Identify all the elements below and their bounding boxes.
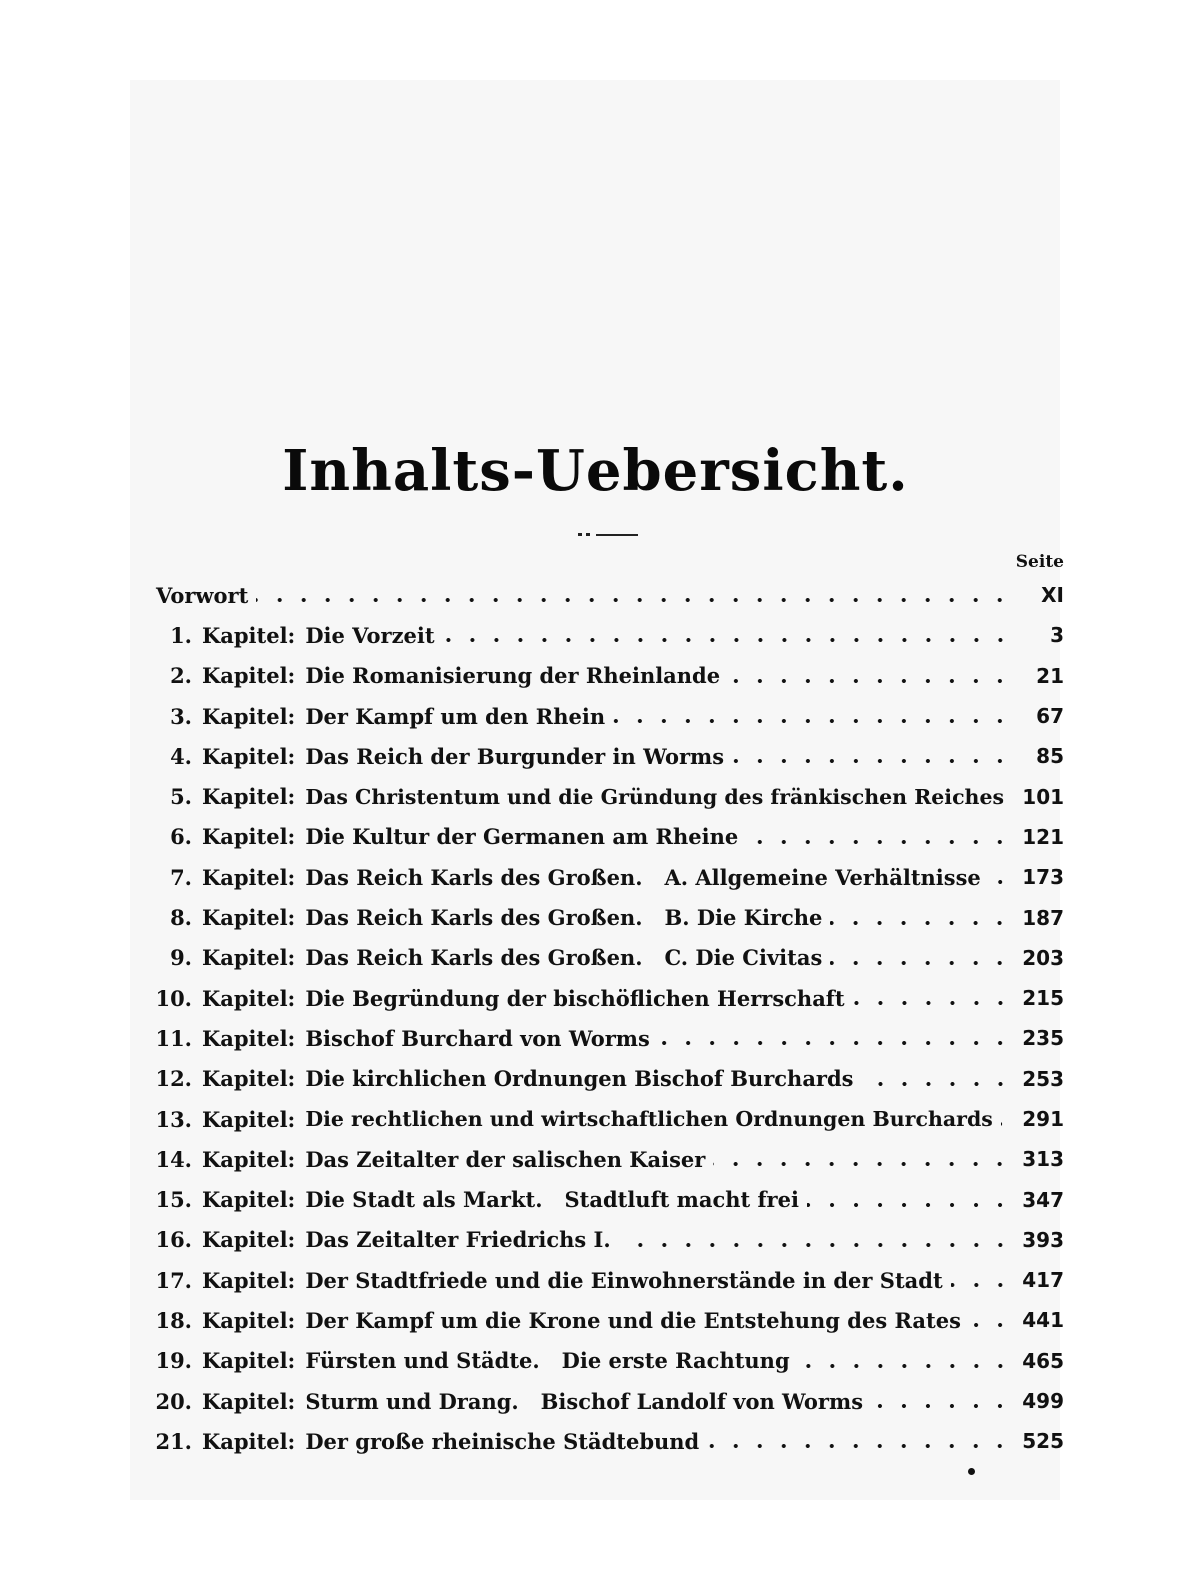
dot-leader [830,958,1012,968]
toc-page-number: 499 [1022,1389,1064,1414]
dot-leader [830,918,1012,928]
chapter-number: 6. [170,824,192,850]
toc-entry[interactable] [148,1341,1064,1381]
toc-page-number: 203 [1022,945,1064,970]
toc-entry[interactable] [148,736,1064,776]
chapter-number: 8. [170,905,192,931]
toc-entry-title: Die kirchlichen Ordnungen Bischof Burchards [305,1066,854,1092]
toc-entry-title: Der Kampf um die Krone und die Entstehung des Rates [305,1307,961,1333]
chapter-number: 19. [155,1348,192,1374]
dot-leader [1001,1119,1012,1129]
toc-page-number: 3 [1050,623,1064,648]
toc-entry[interactable] [148,1381,1064,1421]
toc-page-number: XI [1041,583,1064,608]
rule-dot [586,533,590,536]
toc-entry[interactable] [148,1421,1064,1461]
chapter-label: Kapitel: [202,1025,296,1051]
toc-entry-title: Die rechtlichen und wirtschaftlichen Ordnungen Burchards [305,1107,993,1131]
toc-page-number: 347 [1022,1187,1064,1212]
toc-entry[interactable] [148,656,1064,696]
page-column-header: Seite [1015,552,1064,572]
toc-page-number: 441 [1022,1308,1064,1333]
page-title: Inhalts-Uebersicht. [282,438,909,504]
toc-entry-title: Das Reich Karls des Großen. C. Die Civitas [305,945,823,971]
toc-entry-title: Das Reich Karls des Großen. A. Allgemeine Verhältnisse [305,864,981,890]
toc-entry[interactable] [148,897,1064,937]
chapter-label: Kapitel: [202,945,296,971]
chapter-label: Kapitel: [202,1428,296,1454]
toc-entry[interactable] [148,978,1064,1018]
dot-leader [619,1240,1012,1250]
toc-entry-title: Das Zeitalter Friedrichs I. [305,1227,611,1253]
rule-dot [578,533,582,536]
chapter-label: Kapitel: [202,824,296,850]
toc-page-number: 187 [1022,905,1064,930]
chapter-label: Kapitel: [202,743,296,769]
chapter-label: Kapitel: [202,622,296,648]
chapter-number: 1. [170,622,192,648]
chapter-label: Kapitel: [202,703,296,729]
dot-leader [732,756,1012,766]
chapter-label: Kapitel: [202,663,296,689]
chapter-label: Kapitel: [202,905,296,931]
toc-page-number: 525 [1022,1429,1064,1454]
chapter-number: 20. [155,1388,192,1414]
dot-leader [746,837,1012,847]
toc-entry[interactable] [148,776,1064,816]
chapter-label: Kapitel: [202,1146,296,1172]
toc-entry-title: Der Kampf um den Rhein [305,703,606,729]
dot-leader [658,1038,1012,1048]
toc-entry-title: Die Begründung der bischöflichen Herrschaft [305,985,845,1011]
dot-leader [613,716,1012,726]
toc-entry[interactable] [148,1260,1064,1300]
chapter-number: 2. [170,663,192,689]
toc-page-number: 465 [1022,1348,1064,1373]
dot-leader [798,1361,1012,1371]
toc-page-number: 121 [1022,824,1064,849]
toc-page-number: 173 [1022,865,1064,890]
toc-entry-title: Vorwort [156,582,249,608]
dot-leader [853,998,1012,1008]
dot-leader [256,595,1012,605]
toc-entry-title: Das Zeitalter der salischen Kaiser [305,1146,706,1172]
chapter-number: 18. [155,1307,192,1333]
chapter-label: Kapitel: [202,864,296,890]
toc-entry-title: Die Stadt als Markt. Stadtluft macht frei [305,1187,799,1213]
toc-entry[interactable] [148,1179,1064,1219]
dot-leader [713,1159,1012,1169]
toc-entry-title: Der große rheinische Städtebund [305,1428,700,1454]
chapter-label: Kapitel: [202,1307,296,1333]
dot-leader [969,1320,1012,1330]
toc-page-number: 101 [1022,784,1065,809]
dot-leader [951,1280,1012,1290]
toc-entry[interactable] [148,1018,1064,1058]
chapter-number: 7. [170,864,192,890]
dot-leader [862,1079,1012,1089]
dot-leader [871,1401,1012,1411]
chapter-number: 12. [155,1066,192,1092]
toc-entry[interactable] [148,615,1064,655]
chapter-number: 4. [170,743,192,769]
chapter-label: Kapitel: [202,1066,296,1092]
toc-page-number: 417 [1022,1268,1064,1293]
chapter-number: 16. [155,1227,192,1253]
toc-page-number: 393 [1022,1227,1064,1252]
toc-entry[interactable] [148,1220,1064,1260]
toc-entry-preface[interactable] [148,575,1064,615]
chapter-label: Kapitel: [202,784,296,810]
toc-page-number: 253 [1022,1066,1064,1091]
toc-entry-title: Bischof Burchard von Worms [305,1025,650,1051]
chapter-number: 15. [155,1187,192,1213]
chapter-number: 3. [170,703,192,729]
toc-entry-title: Das Christentum und die Gründung des fränkischen Reiches [305,784,1005,809]
chapter-number: 13. [155,1106,192,1132]
dot-leader [807,1200,1012,1210]
dot-leader [443,635,1012,645]
toc-entry[interactable] [148,1300,1064,1340]
toc-entry-title: Fürsten und Städte. Die erste Rachtung [305,1348,790,1374]
toc-entry-title: Das Reich Karls des Großen. B. Die Kirche [305,905,823,931]
toc-page-number: 21 [1036,663,1064,688]
chapter-number: 14. [155,1146,192,1172]
chapter-number: 11. [155,1025,192,1051]
chapter-label: Kapitel: [202,1267,296,1293]
chapter-number: 21. [155,1428,192,1454]
chapter-label: Kapitel: [202,1106,296,1132]
toc-entry-title: Sturm und Drang. Bischof Landolf von Worms [305,1388,864,1414]
toc-entry[interactable] [148,857,1064,897]
dot-leader [989,877,1012,887]
chapter-label: Kapitel: [202,1187,296,1213]
chapter-number: 9. [170,945,192,971]
toc-entry[interactable] [148,1139,1064,1179]
chapter-number: 10. [155,985,192,1011]
chapter-label: Kapitel: [202,985,296,1011]
decorative-rule [596,534,638,536]
toc-page-number: 215 [1022,986,1064,1011]
toc-page-number: 313 [1022,1147,1064,1172]
chapter-number: 17. [155,1267,192,1293]
toc-entry-title: Die Romanisierung der Rheinlande [305,663,721,689]
toc-entry[interactable] [148,1099,1064,1139]
toc-entry-title: Der Stadtfriede und die Einwohnerstände in der Stadt [305,1267,943,1293]
dot-leader [707,1441,1012,1451]
chapter-label: Kapitel: [202,1227,296,1253]
toc-entry-title: Die Vorzeit [305,622,435,648]
chapter-label: Kapitel: [202,1348,296,1374]
chapter-number: 5. [170,784,192,810]
toc-page-number: 235 [1022,1026,1064,1051]
toc-entry[interactable] [148,1059,1064,1099]
table-of-contents [148,575,1064,1462]
dot-leader [728,676,1012,686]
toc-entry[interactable] [148,817,1064,857]
chapter-label: Kapitel: [202,1388,296,1414]
toc-entry[interactable] [148,696,1064,736]
end-mark [968,1468,975,1475]
toc-page-number: 67 [1036,704,1064,729]
toc-page-number: 85 [1036,744,1064,769]
toc-entry-title: Das Reich der Burgunder in Worms [305,743,725,769]
toc-entry-title: Die Kultur der Germanen am Rheine [305,824,739,850]
toc-entry[interactable] [148,938,1064,978]
toc-page-number: 291 [1022,1107,1064,1131]
